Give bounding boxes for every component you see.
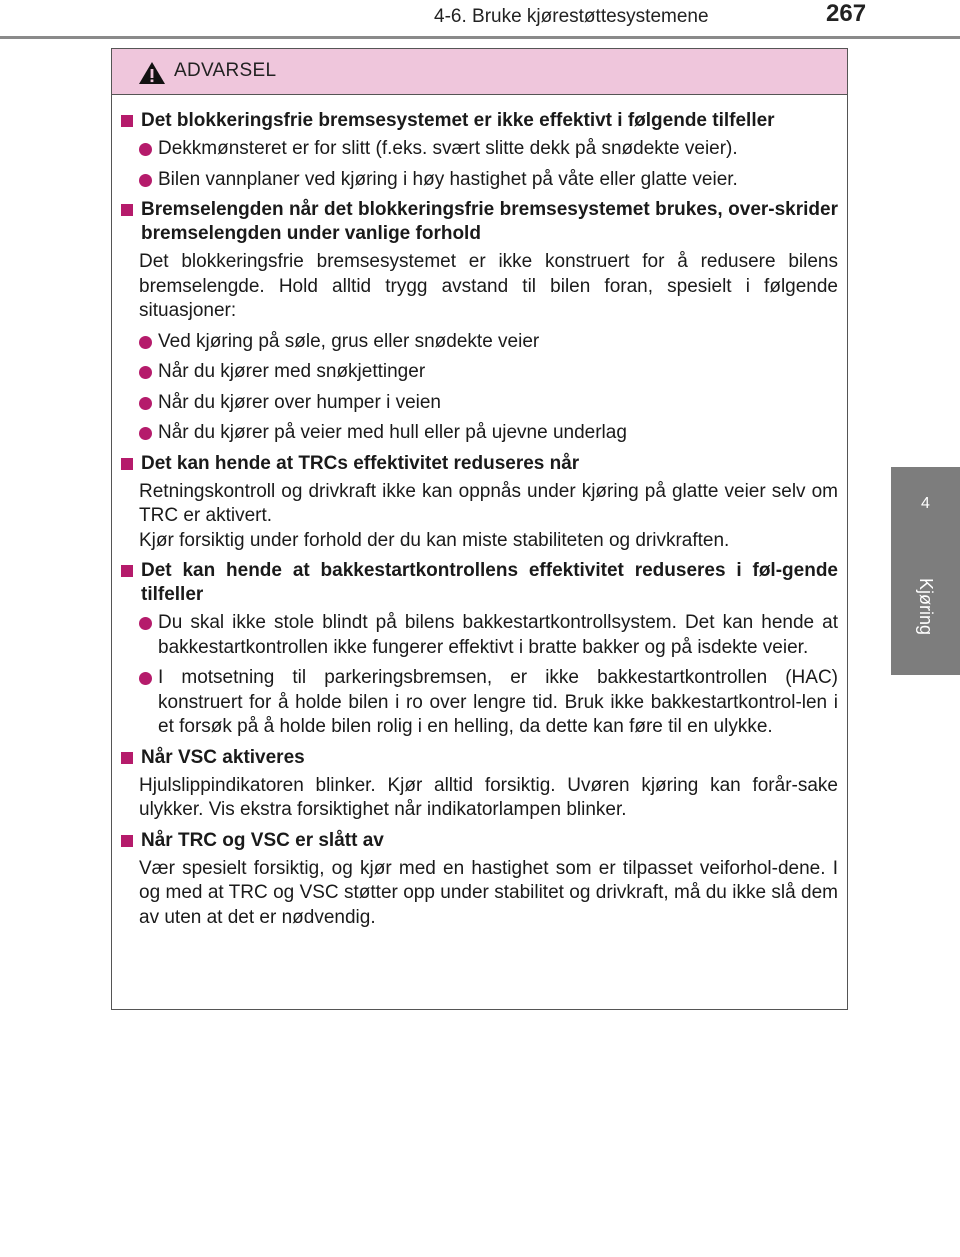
section-marker-icon — [121, 458, 133, 470]
section-marker-icon — [121, 115, 133, 127]
warning-header — [112, 49, 847, 95]
section-heading: Når TRC og VSC er slått av — [141, 829, 384, 851]
bullet-dot-icon — [139, 397, 152, 410]
warning-triangle-icon — [138, 61, 166, 85]
chapter-side-tab — [891, 467, 960, 675]
bullet-dot-icon — [139, 336, 152, 349]
warning-body — [112, 95, 847, 930]
section-marker-icon — [121, 204, 133, 216]
bullet-dot-icon — [139, 366, 152, 379]
bullet-item: Ved kjøring på søle, grus eller snødekte veier — [139, 330, 838, 355]
warning-section — [121, 829, 838, 931]
bullet-item: Du skal ikke stole blindt på bilens bakkestartkontrollsystem. Det kan hende at bakkestartkontrollen ikke fungerer effektivt i bratte bakker og på isdekte veier. — [139, 611, 838, 660]
warning-section — [121, 109, 838, 192]
header-divider — [0, 36, 960, 39]
bullet-item: I motsetning til parkeringsbremsen, er ikke bakkestartkontrollen (HAC) konstruert for å holde bilen i ro over lengre tid. Bruk ikke bakkestartkontrol-len i et forsøk på å holde bilen rolig i en helling, da dette kan føre til en ulykke. — [139, 666, 838, 740]
bullet-item: Når du kjører på veier med hull eller på ujevne underlag — [139, 421, 838, 446]
section-marker-icon — [121, 835, 133, 847]
bullet-dot-icon — [139, 672, 152, 685]
section-heading: Bremselengden når det blokkeringsfrie bremsesystemet brukes, over-skrider bremselengden under vanlige forhold — [141, 199, 838, 244]
section-paragraph: Vær spesielt forsiktig, og kjør med en hastighet som er tilpasset veiforhol-dene. I og med at TRC og VSC støtter opp under stabilitet og drivkraft, må du ikke slå dem av uten at det er nødvendig. — [139, 857, 838, 928]
section-paragraph: Hjulslippindikatoren blinker. Kjør alltid forsiktig. Uvøren kjøring kan forår-sake ulykker. Vis ekstra forsiktighet når indikatorlampen blinker. — [139, 774, 838, 820]
warning-section — [121, 559, 838, 740]
section-heading: Det blokkeringsfrie bremsesystemet er ikke effektivt i følgende tilfeller — [141, 110, 775, 131]
section-marker-icon — [121, 752, 133, 764]
section-paragraph: Det blokkeringsfrie bremsesystemet er ikke konstruert for å redusere bilens bremselengde. Hold alltid trygg avstand til bilen foran, spesielt i følgende situasjoner: — [139, 251, 838, 321]
warning-title: ADVARSEL — [174, 60, 277, 81]
section-heading: Det kan hende at TRCs effektivitet reduseres når — [141, 452, 580, 474]
section-title: 4-6. Bruke kjørestøttesystemene — [434, 6, 709, 27]
section-paragraph: Kjør forsiktig under forhold der du kan miste stabiliteten og drivkraften. — [139, 529, 730, 551]
bullet-dot-icon — [139, 427, 152, 440]
section-heading: Når VSC aktiveres — [141, 746, 305, 768]
page-number: 267 — [826, 0, 867, 27]
bullet-item: Bilen vannplaner ved kjøring i høy hastighet på våte eller glatte veier. — [139, 168, 838, 193]
section-marker-icon — [121, 565, 133, 577]
warning-section — [121, 452, 838, 554]
bullet-item: Når du kjører over humper i veien — [139, 391, 838, 416]
bullet-dot-icon — [139, 174, 152, 187]
section-paragraph: Retningskontroll og drivkraft ikke kan oppnås under kjøring på glatte veier selv om TRC er aktivert. — [139, 480, 838, 526]
bullet-dot-icon — [139, 143, 152, 156]
chapter-label: Kjøring — [915, 577, 936, 635]
warning-section — [121, 746, 838, 823]
warning-section — [121, 198, 838, 446]
bullet-dot-icon — [139, 617, 152, 630]
section-heading: Det kan hende at bakkestartkontrollens effektivitet reduseres i føl-gende tilfeller — [141, 560, 838, 605]
chapter-number: 4 — [921, 495, 930, 512]
bullet-item: Når du kjører med snøkjettinger — [139, 360, 838, 385]
bullet-item: Dekkmønsteret er for slitt (f.eks. svært slitte dekk på snødekte veier). — [139, 137, 838, 162]
warning-box — [111, 48, 848, 1010]
